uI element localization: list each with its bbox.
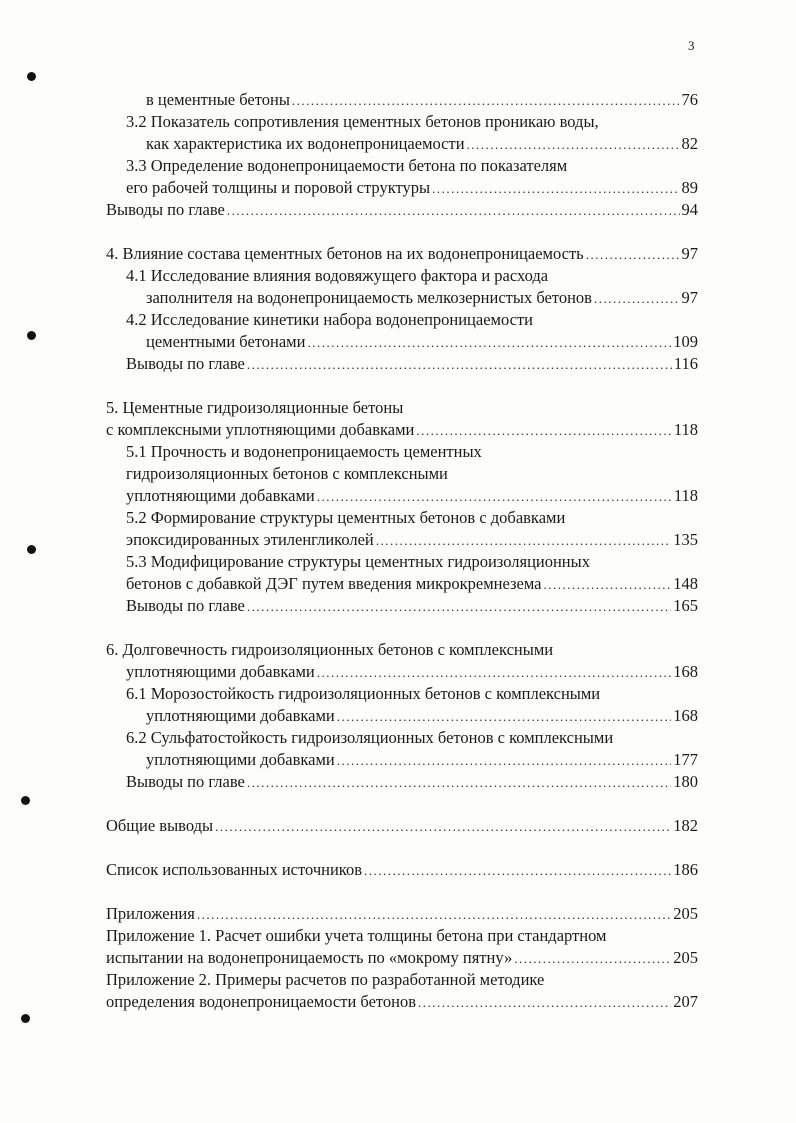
toc-entry: [146, 287, 698, 309]
toc-entry-title: Выводы по главе: [106, 200, 225, 219]
toc-leader-dots: [292, 90, 680, 112]
toc-leader-dots: [215, 816, 671, 838]
toc-entry: [106, 199, 698, 221]
toc-entry: [126, 771, 698, 793]
toc-page-number: 168: [673, 662, 698, 681]
toc-entry-title: испытании на водонепроницаемость по «мокрому пятну»: [106, 948, 513, 967]
toc-entry: [126, 441, 482, 463]
toc-leader-dots: [418, 992, 671, 1014]
toc-entry: [106, 859, 698, 881]
toc-page-number: 168: [673, 706, 698, 725]
toc-entry-title: 3.2 Показатель сопротивления цементных бетонов проникаю воды,: [126, 112, 599, 131]
punch-hole-mark: [27, 72, 36, 81]
toc-entry: [106, 639, 553, 661]
toc-entry: [126, 309, 533, 331]
toc-entry: [126, 551, 590, 573]
punch-hole-mark: [27, 331, 36, 340]
toc-entry: [126, 177, 698, 199]
toc-entry: [106, 243, 698, 265]
toc-entry-title: в цементные бетоны: [146, 90, 290, 109]
toc-leader-dots: [467, 134, 680, 156]
toc-page-number: 165: [673, 596, 698, 615]
toc-entry-title: 6.1 Морозостойкость гидроизоляционных бетонов с комплексными: [126, 684, 601, 703]
toc-page-number: 82: [681, 134, 698, 153]
toc-page-number: 135: [673, 530, 698, 549]
toc-entry-title: Список использованных источников: [106, 860, 362, 879]
toc-page-number: 76: [681, 90, 698, 109]
toc-page-number: 89: [681, 178, 698, 197]
toc-entry: [126, 507, 565, 529]
toc-leader-dots: [317, 662, 671, 684]
toc-entry-title: 5.3 Модифицирование структуры цементных гидроизоляционных: [126, 552, 590, 571]
toc-page-number: 148: [673, 574, 698, 593]
toc-leader-dots: [337, 706, 671, 728]
toc-page-number: 118: [673, 420, 698, 439]
toc-entry-title: с комплексными уплотняющими добавками: [106, 420, 415, 439]
toc-entry: [106, 815, 698, 837]
toc-entry: [146, 331, 698, 353]
toc-entry: [106, 397, 403, 419]
toc-page-number: 97: [681, 288, 698, 307]
toc-page-number: 186: [673, 860, 698, 879]
toc-entry: [146, 133, 698, 155]
toc-entry-title: 5.1 Прочность и водонепроницаемость цементных: [126, 442, 482, 461]
toc-leader-dots: [416, 420, 671, 442]
toc-entry-title: цементными бетонами: [146, 332, 306, 351]
toc-entry-title: как характеристика их водонепроницаемости: [146, 134, 465, 153]
toc-entry: [126, 485, 698, 507]
toc-page-number: 94: [681, 200, 698, 219]
toc-entry-title: Выводы по главе: [126, 596, 245, 615]
toc-entry-title: его рабочей толщины и поровой структуры: [126, 178, 431, 197]
toc-entry-title: Выводы по главе: [126, 354, 245, 373]
toc-entry: [106, 925, 606, 947]
toc-entry-title: Приложения: [106, 904, 195, 923]
toc-entry-title: уплотняющими добавками: [126, 662, 315, 681]
toc-leader-dots: [247, 772, 671, 794]
toc-entry: [126, 595, 698, 617]
toc-entry-title: эпоксидированных этиленгликолей: [126, 530, 374, 549]
toc-entry: [126, 265, 548, 287]
toc-leader-dots: [364, 860, 671, 882]
toc-leader-dots: [307, 332, 671, 354]
toc-page-number: 205: [673, 904, 698, 923]
toc-entry: [126, 683, 600, 705]
toc-entry-title: 4. Влияние состава цементных бетонов на их водонепроницаемость: [106, 244, 584, 263]
toc-entry: [146, 705, 698, 727]
toc-entry-title: 4.2 Исследование кинетики набора водонепроницаемости: [126, 310, 533, 329]
toc-leader-dots: [594, 288, 680, 310]
toc-page-number: 207: [673, 992, 698, 1011]
toc-page-number: 118: [673, 486, 698, 505]
toc-page-number: 180: [673, 772, 698, 791]
toc-entry: [126, 573, 698, 595]
toc-entry: [106, 419, 698, 441]
toc-page-number: 97: [681, 244, 698, 263]
toc-entry: [126, 353, 698, 375]
toc-entry-title: бетонов с добавкой ДЭГ путем введения микрокремнезема: [126, 574, 542, 593]
toc-leader-dots: [247, 596, 671, 618]
toc-page-number: 116: [673, 354, 698, 373]
toc-entry-title: Общие выводы: [106, 816, 214, 835]
toc-entry-title: Приложение 2. Примеры расчетов по разработанной методике: [106, 970, 545, 989]
toc-entry: [126, 155, 567, 177]
toc-page-number: 182: [673, 816, 698, 835]
toc-leader-dots: [317, 486, 672, 508]
page-number: 3: [688, 38, 695, 53]
punch-hole-mark: [21, 1014, 30, 1023]
toc-entry: [106, 991, 698, 1013]
toc-leader-dots: [376, 530, 671, 552]
toc-leader-dots: [337, 750, 671, 772]
toc-leader-dots: [227, 200, 680, 222]
toc-entry-title: 5.2 Формирование структуры цементных бетонов с добавками: [126, 508, 566, 527]
toc-entry: [146, 89, 698, 111]
toc-leader-dots: [543, 574, 671, 596]
toc-leader-dots: [514, 948, 671, 970]
toc-entry-title: 6. Долговечность гидроизоляционных бетонов с комплексными: [106, 640, 554, 659]
toc-entry-title: 4.1 Исследование влияния водовяжущего фактора и расхода: [126, 266, 549, 285]
toc-entry: [126, 463, 448, 485]
toc-entry-title: уплотняющими добавками: [146, 706, 335, 725]
toc-leader-dots: [247, 354, 672, 376]
toc-entry: [106, 903, 698, 925]
toc-page-number: 177: [673, 750, 698, 769]
toc-entry: [106, 969, 544, 991]
toc-entry-title: определения водонепроницаемости бетонов: [106, 992, 417, 1011]
punch-hole-mark: [27, 545, 36, 554]
toc-entry: [126, 111, 599, 133]
toc-entry: [126, 529, 698, 551]
toc-entry-title: уплотняющими добавками: [126, 486, 315, 505]
toc-entry-title: Приложение 1. Расчет ошибки учета толщины бетона при стандартном: [106, 926, 607, 945]
toc-entry-title: 3.3 Определение водонепроницаемости бетона по показателям: [126, 156, 568, 175]
toc-leader-dots: [586, 244, 680, 266]
toc-page-number: 109: [673, 332, 698, 351]
toc-entry: [106, 947, 698, 969]
toc-entry-title: заполнителя на водонепроницаемость мелкозернистых бетонов: [146, 288, 592, 307]
punch-hole-mark: [21, 796, 30, 805]
toc-entry-title: 5. Цементные гидроизоляционные бетоны: [106, 398, 404, 417]
toc-entry: [126, 727, 613, 749]
toc-entry-title: уплотняющими добавками: [146, 750, 335, 769]
toc-entry-title: 6.2 Сульфатостойкость гидроизоляционных бетонов с комплексными: [126, 728, 614, 747]
toc-entry: [146, 749, 698, 771]
toc-leader-dots: [432, 178, 679, 200]
toc-leader-dots: [197, 904, 671, 926]
toc-page-number: 205: [673, 948, 698, 967]
toc-entry: [126, 661, 698, 683]
toc-entry-title: гидроизоляционных бетонов с комплексными: [126, 464, 448, 483]
toc-entry-title: Выводы по главе: [126, 772, 245, 791]
